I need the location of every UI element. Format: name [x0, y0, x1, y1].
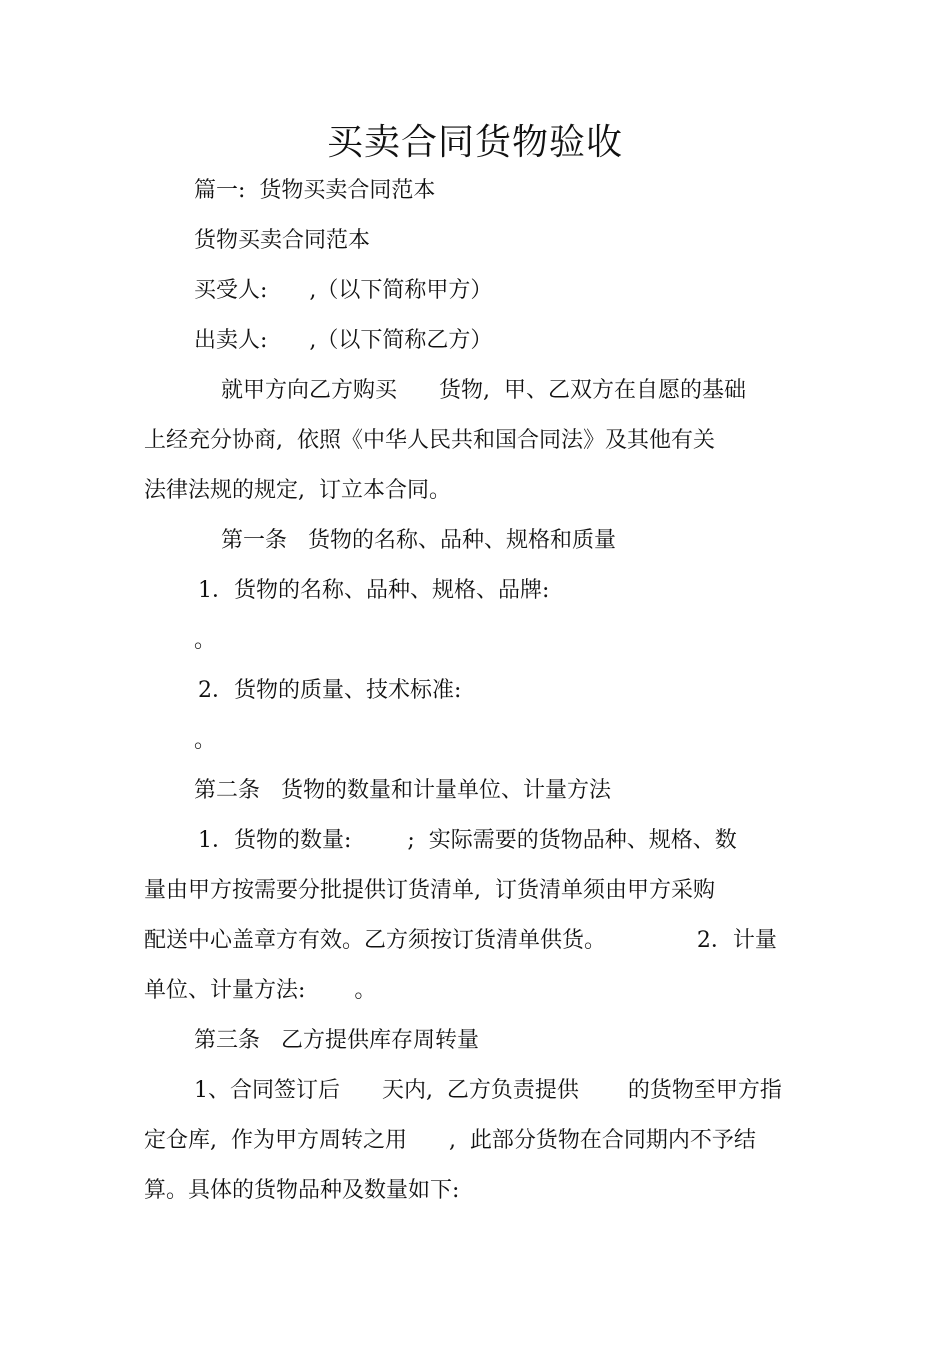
paragraph-line: 就甲方向乙方购买 货物, 甲、乙双方在自愿的基础 — [221, 378, 746, 403]
clause-line: 配送中心盖章方有效。乙方须按订货清单供货。 2．计量 — [144, 928, 777, 953]
paragraph-line: 上经充分协商, 依照《中华人民共和国合同法》及其他有关 — [144, 428, 715, 453]
clause-line: 。 — [194, 628, 217, 653]
contract-subtitle: 货物买卖合同范本 — [194, 228, 371, 253]
article-heading: 第一条 货物的名称、品种、规格和质量 — [221, 528, 616, 553]
clause-line: 1．货物的数量: ; 实际需要的货物品种、规格、数 — [198, 828, 737, 853]
clause-line: 1．货物的名称、品种、规格、品牌: — [198, 578, 550, 603]
clause-line: 。 — [194, 728, 217, 753]
section-heading: 篇一: 货物买卖合同范本 — [194, 178, 436, 203]
seller-line: 出卖人: ,（以下简称乙方） — [194, 328, 493, 353]
article-heading: 第二条 货物的数量和计量单位、计量方法 — [194, 778, 611, 803]
clause-line: 量由甲方按需要分批提供订货清单, 订货清单须由甲方采购 — [144, 878, 715, 903]
document-title: 买卖合同货物验收 — [326, 122, 623, 163]
clause-line: 算。具体的货物品种及数量如下: — [144, 1178, 460, 1203]
paragraph-line: 法律法规的规定, 订立本合同。 — [144, 478, 451, 503]
buyer-line: 买受人: ,（以下简称甲方） — [194, 278, 493, 303]
article-heading: 第三条 乙方提供库存周转量 — [194, 1028, 479, 1053]
clause-line: 定仓库, 作为甲方周转之用 , 此部分货物在合同期内不予结 — [144, 1128, 756, 1153]
clause-line: 1、合同签订后 天内, 乙方负责提供 的货物至甲方指 — [194, 1078, 782, 1103]
clause-line: 2．货物的质量、技术标准: — [198, 678, 462, 703]
clause-line: 单位、计量方法: 。 — [144, 978, 377, 1003]
